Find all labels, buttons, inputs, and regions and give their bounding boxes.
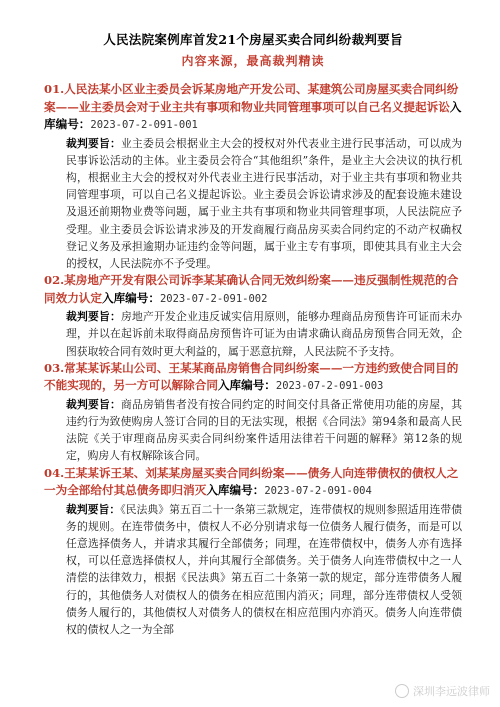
case-heading: 01.人民法某小区业主委员会诉某房地产开发公司、某建筑公司房屋买卖合同纠纷案——业主委员会对于业主共有事项和物业共同管理事项可以自己名义提起诉讼	[44, 82, 459, 114]
case-item	[44, 465, 462, 639]
watermark-text: 深圳李远波律师	[413, 685, 490, 698]
case-heading: 04.王某某诉王某、刘某某房屋买卖合同纠纷案——债务人向连带债权的债权人之一为全部给付其总债务即归消灭	[44, 465, 459, 498]
case-gist: 商品房销售者没有按合同约定的时间交付具备正常使用功能的房屋，其违约行为致使购房人签订合同的目的无法实现，根据《合同法》第94条和最高人民法院《关于审理商品房买卖合同纠纷案件适用法律若干问题的解释》第12条的规定，购房人有权解除该合同。	[66, 397, 462, 463]
page-subtitle: 内容来源，最高裁判精读	[181, 54, 325, 68]
case-gist: 《民法典》第五百二十一条第三款规定，连带债权的规则参照适用连带债务的规则。在连带债务中，债权人不必分别请求每一位债务人履行债务，而是可以任意选择债务人，并请求其履行全部债务；同理，在连带债权中，债务人亦有选择权，可以任意选择债权人，并向其履行全部债务。关于债务人向连带债权中之一人清偿的法律效力，根据《民法典》第五百二十条第一款的规定，部分连带债务人履行的，其他债务人对债权人的债务在相应范围内消灭；同理，部分连带债权人受领债务人履行的，其他债权人对债务人的债权在相应范围内亦消灭。债务人向连带债权的债权人之一为全部	[66, 502, 462, 636]
case-item	[44, 272, 462, 360]
gist-label: 裁判要旨：	[66, 136, 122, 150]
case-item	[44, 81, 462, 272]
case-code: 2023-07-2-091-003	[275, 380, 384, 393]
watermark	[395, 683, 490, 699]
page-title: 人民法院案例库首发21个房屋买卖合同纠纷裁判要旨	[103, 32, 403, 47]
code-label: 入库编号：	[44, 99, 462, 131]
gist-label: 裁判要旨：	[66, 397, 122, 411]
case-item	[44, 360, 462, 465]
case-heading: 02.某房地产开发有限公司诉李某某确认合同无效纠纷案——违反强制性规范的合同效力认定	[44, 273, 459, 305]
case-code: 2023-07-2-091-002	[159, 292, 268, 305]
case-code: 2023-07-2-091-004	[264, 485, 372, 498]
code-label: 入库编号：	[206, 483, 265, 498]
case-code: 2023-07-2-091-001	[90, 119, 198, 131]
gist-label: 裁判要旨：	[66, 310, 122, 324]
code-label: 入库编号：	[101, 290, 160, 305]
code-label: 入库编号：	[217, 378, 276, 393]
case-gist: 业主委员会根据业主大会的授权对外代表业主进行民事活动，可以成为民事诉讼活动的主体。业主委员会符合“其他组织”条件，是业主大会决议的执行机构，根据业主大会的授权对外代表业主进行民事活动，对于业主共有事项和物业共同管理事项，可以自己名义提起诉讼。业主委员会诉讼请求涉及的配套设施未建设及退还前期物业费等问题，属于业主共有事项和物业共同管理事项，人民法院应予受理。业主委员会诉讼请求涉及的开发商履行商品房买卖合同约定的不动产权确权登记义务及承担逾期办证违约金等问题，属于业主专有事项，即使其具有业主大会的授权，人民法院亦不予受理。	[66, 136, 462, 270]
watermark-logo-icon	[395, 684, 409, 698]
gist-label: 裁判要旨：	[66, 502, 121, 516]
case-heading: 03.常某某诉某山公司、王某某商品房销售合同纠纷案——一方违约致使合同目的不能实现的，另一方可以解除合同	[44, 360, 459, 393]
case-gist: 房地产开发企业违反诚实信用原则，能够办理商品房预售许可证而未办理，并以在起诉前未取得商品房预售许可证为由请求确认商品房预售合同无效，企图获取较合同有效时更大利益的，属于恶意抗辩，人民法院不予支持。	[66, 310, 462, 358]
